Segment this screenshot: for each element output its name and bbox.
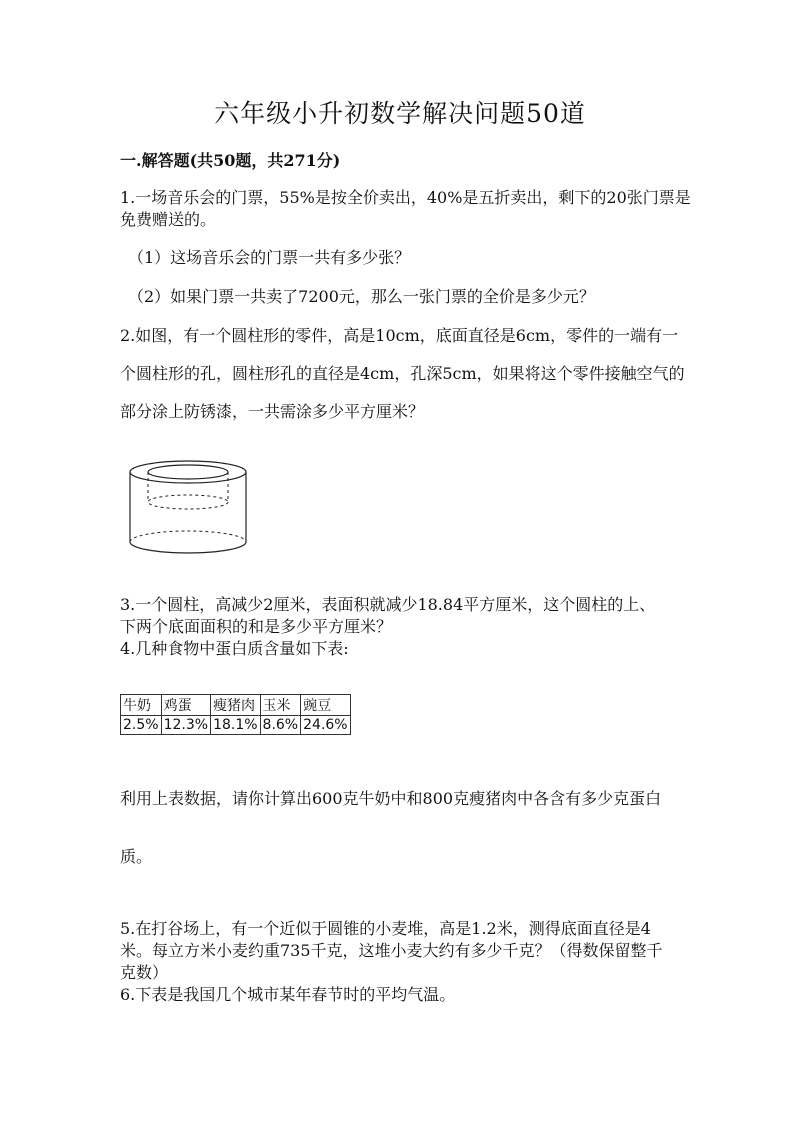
q4-text-line-3: 质。 — [120, 847, 153, 866]
table-cell: 24.6% — [301, 716, 350, 735]
table-cell: 12.3% — [161, 716, 210, 735]
table-header-cell: 玉米 — [260, 695, 301, 716]
q2-text-line-2: 个圆柱形的孔，圆柱形孔的直径是4cm，孔深5cm，如果将这个零件接触空气的 — [120, 364, 685, 383]
outer-top-ellipse — [130, 461, 246, 483]
table-header-cell: 瘦猪肉 — [211, 695, 260, 716]
q6-text-line-1: 6.下表是我国几个城市某年春节时的平均气温。 — [120, 985, 456, 1004]
outer-bottom-front — [130, 542, 246, 553]
protein-content-table — [120, 694, 351, 735]
table-cell: 2.5% — [121, 716, 162, 735]
q2-text-line-3: 部分涂上防锈漆，一共需涂多少平方厘米？ — [120, 402, 425, 421]
page-title: 六年级小升初数学解决问题50道 — [214, 99, 586, 128]
hole-top-ellipse — [148, 465, 228, 479]
outer-bottom-back — [130, 531, 246, 542]
table-header-row — [121, 695, 351, 716]
q4-text-line-1: 4.几种食物中蛋白质含量如下表: — [120, 639, 349, 658]
q1-subquestion-2: （2）如果门票一共卖了7200元，那么一张门票的全价是多少元？ — [128, 287, 595, 306]
table-header-cell: 鸡蛋 — [161, 695, 210, 716]
q4-text-line-2: 利用上表数据，请你计算出600克牛奶中和800克瘦猪肉中各含有多少克蛋白 — [120, 789, 662, 808]
q3-text-line-2: 下两个底面面积的和是多少平方厘米？ — [120, 617, 393, 636]
q5-text-line-2: 米。每立方米小麦约重735千克，这堆小麦大约有多少千克？（得数保留整千 — [120, 941, 663, 960]
q1-text-line-2: 免费赠送的。 — [120, 210, 217, 229]
table-cell: 8.6% — [260, 716, 301, 735]
q1-subquestion-1: （1）这场音乐会的门票一共有多少张？ — [128, 248, 411, 267]
q5-text-line-3: 克数） — [120, 963, 169, 982]
q3-text-line-1: 3.一个圆柱，高减少2厘米，表面积就减少18.84平方厘米，这个圆柱的上、 — [120, 595, 656, 614]
table-cell: 18.1% — [211, 716, 260, 735]
cylinder-part-figure — [126, 458, 250, 558]
table-header-cell: 牛奶 — [121, 695, 162, 716]
q5-text-line-1: 5.在打谷场上，有一个近似于圆锥的小麦堆，高是1.2米，测得底面直径是4 — [120, 919, 651, 938]
q1-text-line-1: 1.一场音乐会的门票，55%是按全价卖出，40%是五折卖出，剩下的20张门票是 — [120, 188, 691, 207]
hole-bottom-ellipse — [148, 495, 228, 509]
q2-text-line-1: 2.如图，有一个圆柱形的零件，高是10cm，底面直径是6cm，零件的一端有一 — [120, 326, 679, 345]
table-row — [121, 716, 351, 735]
table-header-cell: 豌豆 — [301, 695, 350, 716]
section-heading: 一.解答题(共50题，共271分) — [120, 151, 341, 170]
